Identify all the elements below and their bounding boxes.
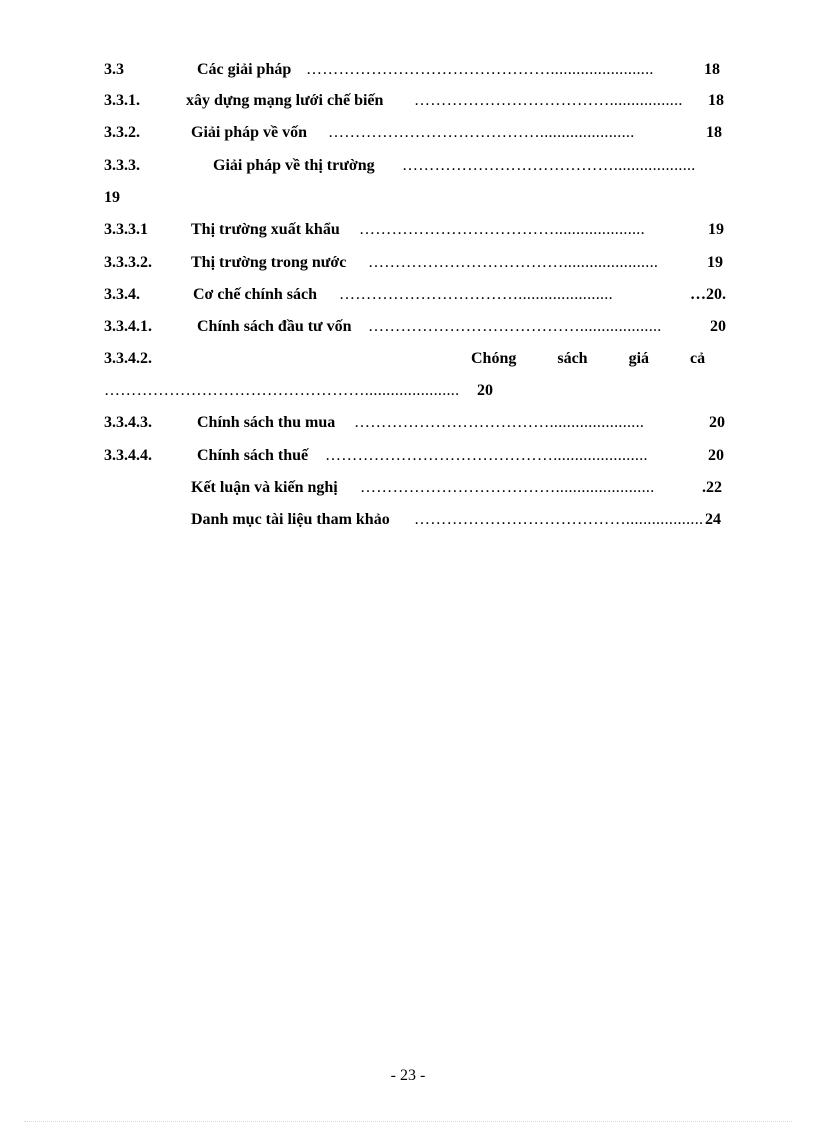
toc-leader-dots: ………………………………................. xyxy=(414,92,683,109)
toc-entry-title[interactable]: Giải pháp về vốn xyxy=(191,124,308,141)
toc-entry-number: 3.3.4.1. xyxy=(104,318,152,335)
toc-entry-number: 3.3.4.2. xyxy=(104,350,152,367)
page-number-footer: - 23 - xyxy=(390,1067,426,1084)
toc-leader-dots: …………………………………................... xyxy=(402,157,696,174)
toc-leader-dots: ……………………………...................... xyxy=(339,286,613,303)
toc-entry-number: 3.3.1. xyxy=(104,92,140,109)
toc-page-number: 20 xyxy=(710,318,726,335)
toc-entry-number: 3.3.4. xyxy=(104,286,140,303)
toc-entry-title[interactable]: Chóng sách giá cả xyxy=(471,350,706,367)
toc-leader-dots: ………………………………..................... xyxy=(359,221,645,238)
toc-page-number: 20 xyxy=(709,414,725,431)
toc-entry-title[interactable]: Thị trường trong nước xyxy=(191,254,347,271)
toc-entry-title[interactable]: Các giải pháp xyxy=(197,61,292,78)
toc-leader-dots: ………………………………...................... xyxy=(368,254,659,271)
toc-page-number: 18 xyxy=(704,61,720,78)
toc-page-number: 18 xyxy=(706,124,722,141)
toc-entry-number: 3.3.2. xyxy=(104,124,140,141)
toc-entry-number: 3.3.4.3. xyxy=(104,414,152,431)
toc-entry-title[interactable]: Thị trường xuất khẩu xyxy=(191,221,340,238)
toc-leader-dots: …………………………………...................... xyxy=(328,124,635,141)
toc-page-number: 19 xyxy=(708,221,724,238)
toc-entry-title[interactable]: Kết luận và kiến nghị xyxy=(191,479,338,496)
toc-entry-number: 3.3.3.1 xyxy=(104,221,148,238)
toc-entry-title[interactable]: Danh mục tài liệu tham khảo xyxy=(191,511,390,528)
toc-page-number: 20 xyxy=(477,382,493,399)
toc-leader-dots: ………………………………….................. xyxy=(414,511,704,528)
toc-leader-dots: …………………………………................... xyxy=(368,318,662,335)
toc-page-number: 19 xyxy=(104,189,120,206)
toc-leader-dots: ………………………………………........................ xyxy=(306,61,654,78)
toc-page-number: 24 xyxy=(705,511,721,528)
page-bottom-divider xyxy=(24,1121,792,1122)
toc-page-number: 19 xyxy=(707,254,723,271)
toc-entry-number: 3.3.4.4. xyxy=(104,447,152,464)
toc-leader-dots: ………………………………....................... xyxy=(360,479,655,496)
toc-entry-title[interactable]: xây dựng mạng lưới chế biến xyxy=(186,92,384,109)
toc-entry-title[interactable]: Cơ chế chính sách xyxy=(193,286,317,303)
toc-entry-number: 3.3.3.2. xyxy=(104,254,152,271)
toc-leader-dots: …………………………………………...................... xyxy=(104,382,460,399)
toc-leader-dots: ……………………………………...................... xyxy=(325,447,648,464)
toc-page-number: 20 xyxy=(708,447,724,464)
toc-entry-number: 3.3.3. xyxy=(104,157,140,174)
toc-entry-title[interactable]: Chính sách thu mua xyxy=(197,414,336,431)
toc-entry-title[interactable]: Giải pháp về thị trường xyxy=(213,157,375,174)
toc-page-number: 18 xyxy=(708,92,724,109)
toc-page-number: .22 xyxy=(702,479,722,496)
toc-leader-dots: ………………………………...................... xyxy=(354,414,645,431)
toc-entry-title[interactable]: Chính sách thuế xyxy=(197,447,309,464)
toc-entry-number: 3.3 xyxy=(104,61,124,78)
toc-entry-title[interactable]: Chính sách đầu tư vốn xyxy=(197,318,352,335)
toc-page-number: …20. xyxy=(690,286,726,303)
